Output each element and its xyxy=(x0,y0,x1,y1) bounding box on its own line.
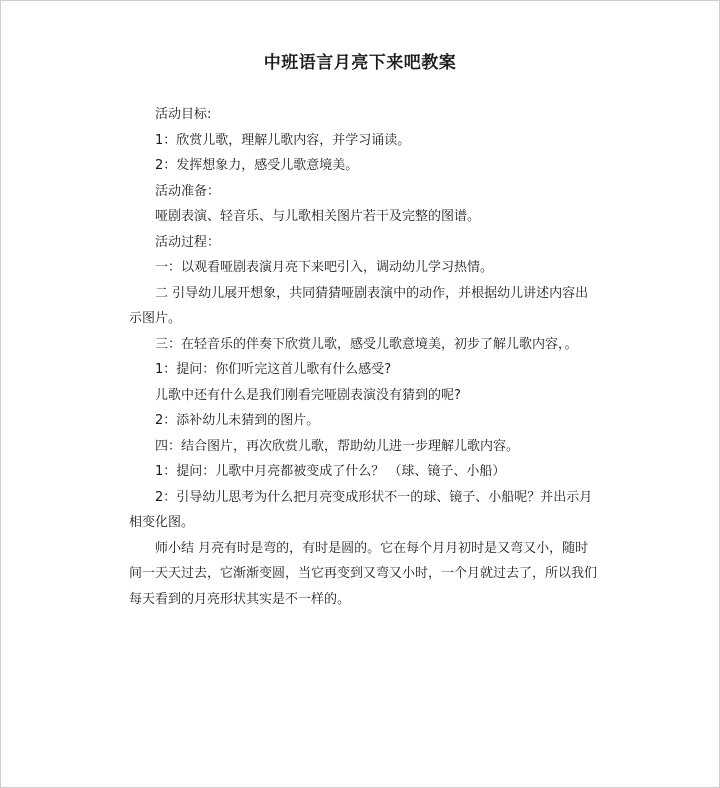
paragraph-step-3-question-1: 1：提问：你们听完这首儿歌有什么感受? xyxy=(155,362,392,377)
paragraph-goal-1: 1：欣赏儿歌，理解儿歌内容，并学习诵读。 xyxy=(155,132,411,148)
paragraph-step-4-question-1: 1：提问：儿歌中月亮都被变成了什么？ （球、镜子、小船） xyxy=(155,464,506,479)
paragraph-step-4-item-2: 2：引导幼儿思考为什么把月亮变成形状不一的球、镜子、小船呢？并出示月相变化图。 xyxy=(129,489,593,530)
paragraph-step-3-question-1-followup: 儿歌中还有什么是我们刚看完哑剧表演没有猜到的呢? xyxy=(155,387,461,403)
paragraph-step-1: 一：以观看哑剧表演月亮下来吧引入，调动幼儿学习热情。 xyxy=(155,260,494,275)
paragraph-process-heading: 活动过程： xyxy=(155,234,221,250)
paragraph-activity-goals-heading: 活动目标: xyxy=(155,107,212,122)
paragraph-step-2: 二 引导幼儿展开想象，共同猜猜哑剧表演中的动作，并根据幼儿讲述内容出示图片。 xyxy=(129,285,589,326)
paragraph-preparation: 哑剧表演、轻音乐、与儿歌相关图片若干及完整的图谱。 xyxy=(155,209,481,224)
paragraph-step-3-item-2: 2：添补幼儿未猜到的图片。 xyxy=(155,413,320,428)
paragraph-step-3: 三：在轻音乐的伴奏下欣赏儿歌，感受儿歌意境美，初步了解儿歌内容，。 xyxy=(155,336,578,352)
paragraph-goal-2: 2：发挥想象力，感受儿歌意境美。 xyxy=(155,158,359,173)
paragraph-step-4: 四：结合图片，再次欣赏儿歌，帮助幼儿进一步理解儿歌内容。 xyxy=(155,438,520,454)
paragraph-teacher-summary: 师小结 月亮有时是弯的，有时是圆的。它在每个月月初时是又弯又小，随时间一天天过去，它渐渐变圆，当它再变到又弯又小时，一个月就过去了，所以我们每天看到的月亮形状其实是不一样的。 xyxy=(129,540,598,607)
document-title: 中班语言月亮下来吧教案 xyxy=(263,53,457,73)
paragraph-preparation-heading: 活动准备： xyxy=(155,183,221,199)
document-body xyxy=(129,102,597,612)
